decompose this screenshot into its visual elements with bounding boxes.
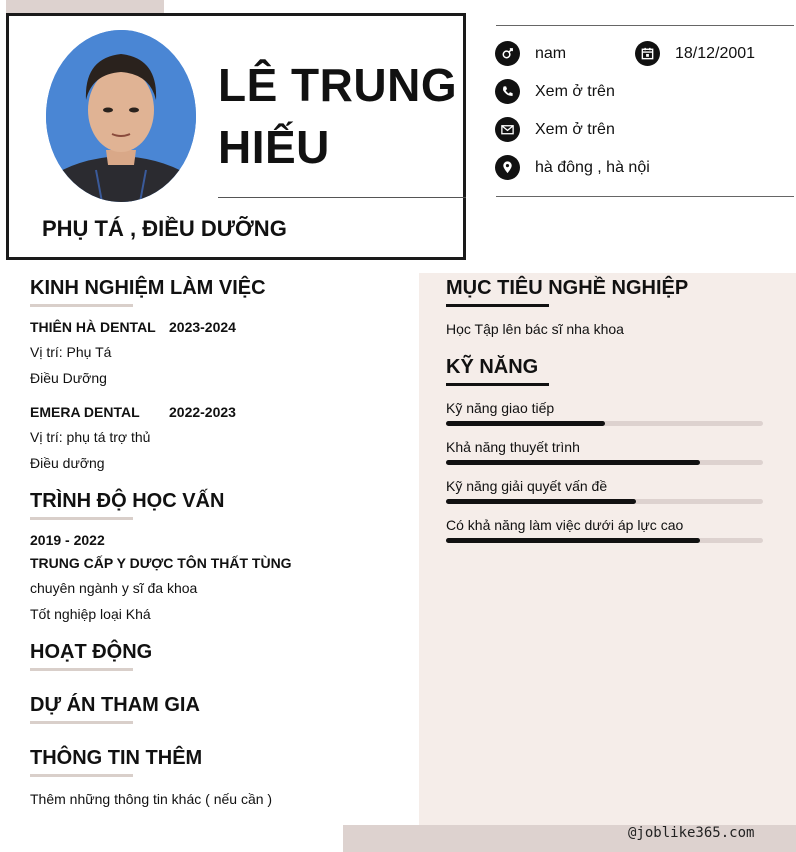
education-title: TRÌNH ĐỘ HỌC VẤN [30, 490, 225, 512]
experience-period: 2022-2023 [169, 404, 236, 420]
objective-text: Học Tập lên bác sĩ nha khoa [446, 321, 624, 337]
footer-website: @joblike365.com [628, 825, 755, 841]
email-value: Xem ở trên [535, 121, 615, 138]
address-value: hà đông , hà nội [535, 159, 650, 176]
skill-bar-track [446, 460, 763, 465]
skill-bar-fill [446, 538, 700, 543]
experience-title: KINH NGHIỆM LÀM VIỆC [30, 277, 266, 299]
skill-label: Có khả năng làm việc dưới áp lực cao [446, 517, 684, 533]
skill-label: Kỹ năng giải quyết vấn đề [446, 478, 608, 494]
location-icon [495, 155, 520, 180]
experience-role: Điều Dưỡng [30, 370, 107, 386]
extra-info-underline [30, 774, 133, 777]
education-school: TRUNG CẤP Y DƯỢC TÔN THẤT TÙNG [30, 555, 292, 571]
gender-icon [495, 41, 520, 66]
email-icon [495, 117, 520, 142]
phone-icon [495, 79, 520, 104]
calendar-icon [635, 41, 660, 66]
extra-info-text: Thêm những thông tin khác ( nếu cần ) [30, 791, 273, 807]
job-title: PHỤ TÁ , ĐIỀU DƯỠNG [42, 216, 287, 241]
profile-photo [46, 30, 196, 202]
skill-label: Kỹ năng giao tiếp [446, 400, 555, 416]
education-underline [30, 517, 133, 520]
skill-bar-track [446, 499, 763, 504]
extra-info-title: THÔNG TIN THÊM [30, 747, 203, 769]
phone-value: Xem ở trên [535, 83, 615, 100]
skill-bar-fill [446, 499, 636, 504]
projects-underline [30, 721, 133, 724]
objective-title: MỤC TIÊU NGHỀ NGHIỆP [446, 277, 689, 299]
experience-position: Vị trí: Phụ Tá [30, 344, 112, 360]
education-grade: Tốt nghiệp loại Khá [30, 606, 151, 622]
education-period: 2019 - 2022 [30, 532, 105, 548]
candidate-name-line1: LÊ TRUNG [218, 59, 458, 111]
skill-bar-track [446, 538, 763, 543]
skill-bar-track [446, 421, 763, 426]
activities-underline [30, 668, 133, 671]
header-divider [218, 197, 466, 198]
experience-company: THIÊN HÀ DENTAL [30, 319, 156, 335]
gender-value: nam [535, 45, 567, 62]
experience-underline [30, 304, 133, 307]
portrait-illustration [46, 30, 196, 202]
skill-bar-fill [446, 460, 700, 465]
activities-title: HOẠT ĐỘNG [30, 641, 153, 663]
contact-bottom-divider [496, 196, 794, 197]
birthdate-value: 18/12/2001 [675, 45, 756, 62]
contact-top-divider [496, 25, 794, 26]
skills-title: KỸ NĂNG [446, 356, 539, 378]
candidate-name-line2: HIẾU [218, 121, 330, 173]
experience-period: 2023-2024 [169, 319, 236, 335]
experience-role: Điều dưỡng [30, 455, 105, 471]
experience-company: EMERA DENTAL [30, 404, 140, 420]
objective-underline [446, 304, 549, 307]
projects-title: DỰ ÁN THAM GIA [30, 694, 200, 716]
skills-underline [446, 383, 549, 386]
skill-bar-fill [446, 421, 605, 426]
skill-label: Khả năng thuyết trình [446, 439, 580, 455]
education-major: chuyên ngành y sĩ đa khoa [30, 580, 198, 596]
experience-position: Vị trí: phụ tá trợ thủ [30, 429, 151, 445]
